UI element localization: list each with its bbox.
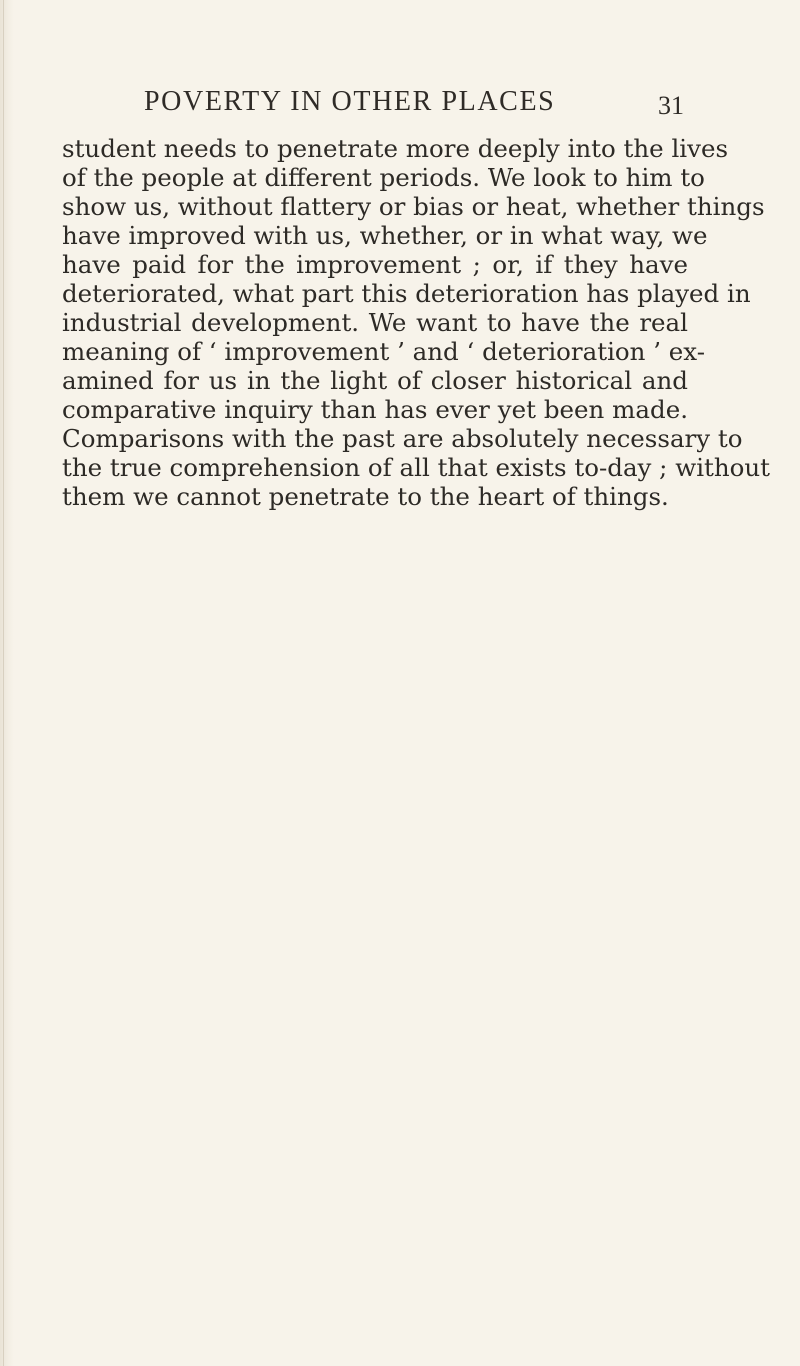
running-title: POVERTY IN OTHER PLACES (144, 86, 556, 117)
text-line: comparative inquiry than has ever yet been made. (62, 395, 688, 424)
page-gutter-line (3, 0, 4, 1366)
text-line: show us, without flattery or bias or heat, whether things (62, 192, 765, 221)
page-number: 31 (658, 91, 684, 120)
text-line: have improved with us, whether, or in what way, we (62, 221, 708, 250)
text-line: the true comprehension of all that exists to-day ; without (62, 453, 771, 482)
text-line: deteriorated, what part this deterioration has played in (62, 279, 751, 308)
text-line: student needs to penetrate more deeply into the lives (62, 134, 729, 163)
text-line: Comparisons with the past are absolutely necessary to (62, 424, 743, 453)
body-paragraph (62, 134, 771, 511)
text-line: meaning of ‘ improvement ’ and ‘ deterioration ’ ex- (62, 337, 705, 366)
text-line: industrial development. We want to have the real (62, 308, 688, 337)
running-head (144, 84, 684, 120)
text-line: amined for us in the light of closer historical and (62, 366, 688, 395)
text-line: have paid for the improvement ; or, if they have (62, 250, 688, 279)
text-line: them we cannot penetrate to the heart of things. (62, 482, 669, 511)
text-line: of the people at different periods. We look to him to (62, 163, 705, 192)
